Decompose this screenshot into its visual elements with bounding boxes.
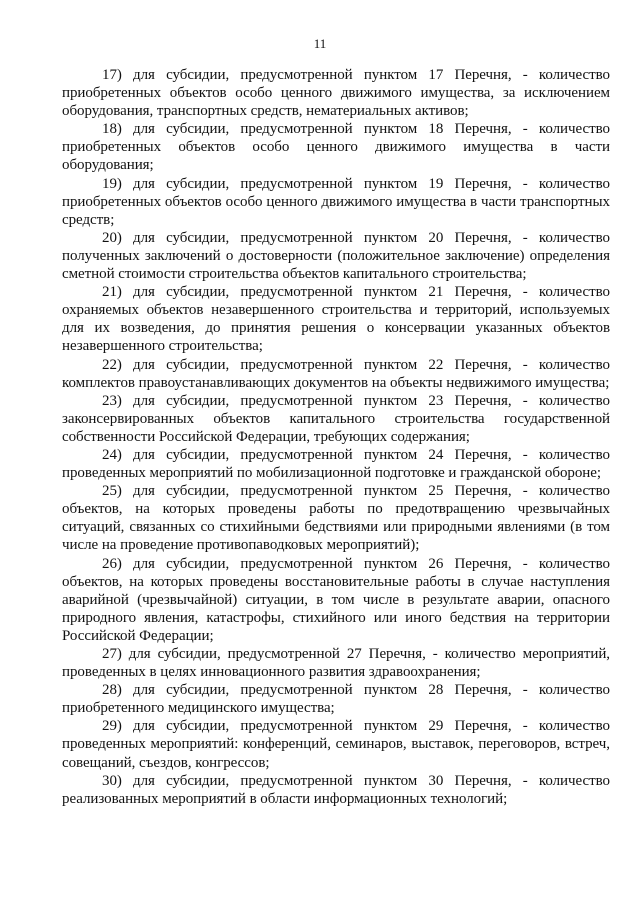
paragraph-item-25: 25) для субсидии, предусмотренной пунктом 25 Перечня, - количество объектов, на которых проведены работы по предотвращению чрезвычайных ситуаций, связанных со стихийными бедствиями или природными явлениями (в том числе на проведение противопаводковых мероприятий); <box>62 483 610 554</box>
paragraph-item-26: 26) для субсидии, предусмотренной пунктом 26 Перечня, - количество объектов, на которых проведены восстановительные работы в случае наступления аварийной (чрезвычайной) ситуации, в том числе в результате аварии, опасного природного явления, катастрофы, стихийного или иного бедствия на территории Российской Федерации; <box>62 555 610 644</box>
paragraph-item-29: 29) для субсидии, предусмотренной пунктом 29 Перечня, - количество проведенных мероприятий: конференций, семинаров, выставок, переговоров, встреч, совещаний, съездов, конгрессов; <box>62 718 610 771</box>
paragraph-item-28: 28) для субсидии, предусмотренной пунктом 28 Перечня, - количество приобретенного медицинского имущества; <box>62 682 610 717</box>
paragraph-item-20: 20) для субсидии, предусмотренной пунктом 20 Перечня, - количество полученных заключений о достоверности (положительное заключение) определения сметной стоимости строительства объектов капитального строительства; <box>62 229 610 283</box>
paragraph-item-24: 24) для субсидии, предусмотренной пунктом 24 Перечня, - количество проведенных мероприятий по мобилизационной подготовке и гражданской обороне; <box>62 446 610 482</box>
page-number: 11 <box>313 36 327 51</box>
paragraph-item-18: 18) для субсидии, предусмотренной пунктом 18 Перечня, - количество приобретенных объектов особо ценного движимого имущества в части оборудования; <box>62 121 610 174</box>
paragraph-item-22: 22) для субсидии, предусмотренной пунктом 22 Перечня, - количество комплектов правоустанавливающих документов на объекты недвижимого имущества; <box>62 356 610 391</box>
paragraph-item-27: 27) для субсидии, предусмотренной 27 Перечня, - количество мероприятий, проведенных в целях инновационного развития здравоохранения; <box>62 646 610 681</box>
paragraph-item-23: 23) для субсидии, предусмотренной пунктом 23 Перечня, - количество законсервированных объектов капитального строительства государственной собственности Российской Федерации, требующих содержания; <box>62 392 610 445</box>
document-body <box>62 66 610 808</box>
paragraph-item-19: 19) для субсидии, предусмотренной пунктом 19 Перечня, - количество приобретенных объектов особо ценного движимого имущества в части транспортных средств; <box>62 175 610 228</box>
paragraph-item-30: 30) для субсидии, предусмотренной пунктом 30 Перечня, - количество реализованных мероприятий в области информационных технологий; <box>62 772 610 807</box>
paragraph-item-21: 21) для субсидии, предусмотренной пунктом 21 Перечня, - количество охраняемых объектов незавершенного строительства и территорий, используемых для их возведения, до принятия решения о консервации указанных объектов незавершенного строительства; <box>62 284 610 355</box>
paragraph-item-17: 17) для субсидии, предусмотренной пунктом 17 Перечня, - количество приобретенных объектов особо ценного движимого имущества, за исключением оборудования, транспортных средств, нематериальных активов; <box>62 67 610 120</box>
